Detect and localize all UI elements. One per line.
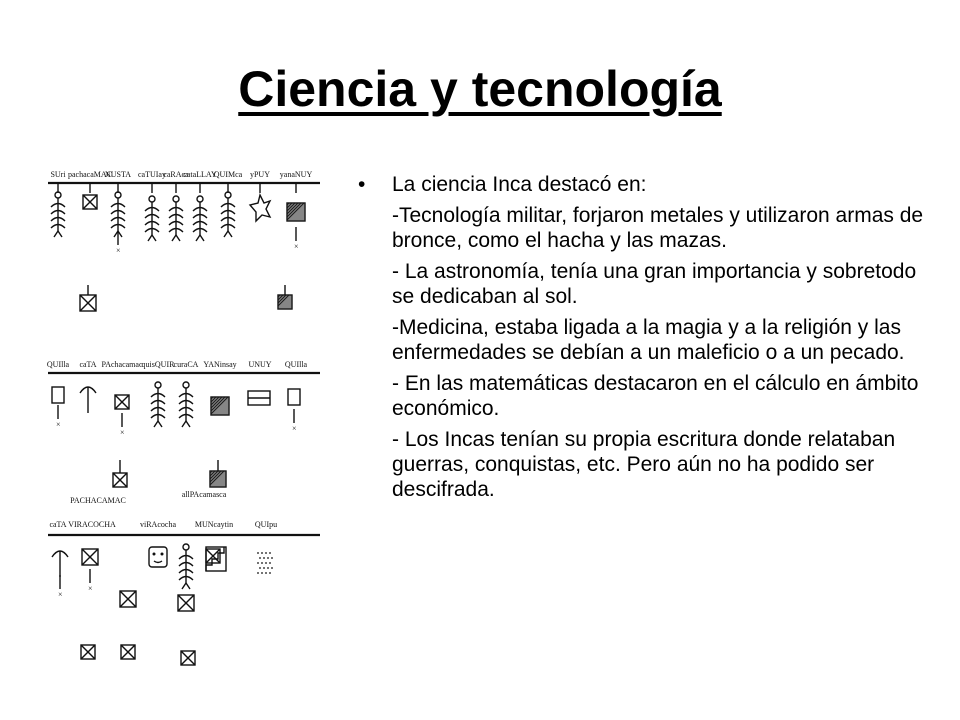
glyph-stroke [172, 235, 180, 241]
glyph-label: caTA [49, 520, 67, 529]
bullet-icon: • [358, 173, 366, 196]
glyph-stroke [154, 421, 162, 427]
glyph-stroke [154, 561, 162, 563]
glyph-label: QUIpu [254, 520, 278, 529]
glyph-label: YANinsay [203, 360, 237, 369]
glyph-stroke [54, 231, 62, 237]
quipu-dot [261, 572, 263, 574]
glyph-stroke [148, 235, 156, 241]
paragraph-mathematics: - En las matemáticas destacaron en el cálculo en ámbito económico. [392, 372, 919, 420]
glyph-label: yPUY [249, 170, 271, 179]
figure-head [183, 544, 189, 550]
content-text [358, 172, 938, 508]
glyph-stroke [206, 547, 224, 571]
open-box-glyph [288, 389, 300, 405]
glyph-fill [210, 471, 226, 487]
glyph-mark: × [116, 246, 121, 255]
quipu-dot [257, 562, 259, 564]
quipu-dot [271, 567, 273, 569]
quipu-dot [261, 562, 263, 564]
glyph-label: caTUIay [138, 170, 166, 179]
glyph-mark: × [120, 428, 125, 437]
glyph-fill [278, 295, 292, 309]
glyph-eye [153, 553, 156, 556]
quipu-dot [259, 557, 261, 559]
glyph-fill [287, 203, 305, 221]
quipu-dot [269, 572, 271, 574]
intro-text: La ciencia Inca destacó en: [392, 173, 647, 196]
quipu-dot [265, 552, 267, 554]
paragraph-writing: - Los Incas tenían su propia escritura donde relataban guerras, conquistas, etc. Pero aún no ha podido ser descifrada. [392, 428, 896, 501]
quipu-dot [265, 572, 267, 574]
glyph-label: pachacaMAC [68, 170, 112, 179]
quipu-dot [267, 557, 269, 559]
quipu-dot [257, 572, 259, 574]
glyph-label: allPAcamasca [181, 490, 227, 499]
quipu-dot [263, 557, 265, 559]
glyph-mark: × [294, 242, 299, 251]
star-glyph [250, 195, 270, 221]
glyph-stroke [182, 421, 190, 427]
quipu-dot [257, 552, 259, 554]
page-title: Ciencia y tecnología [238, 61, 722, 117]
intro-line [358, 172, 938, 197]
glyph-label: QUIMca [213, 170, 243, 179]
open-box-glyph [52, 387, 64, 403]
glyph-label: cataLLAY [183, 170, 217, 179]
figure-head [155, 382, 161, 388]
mask-glyph [149, 547, 167, 567]
glyph-label: NUSTA [104, 170, 132, 179]
inca-writing-figure [28, 155, 323, 705]
quipu-dot [265, 562, 267, 564]
glyph-mark: × [58, 590, 63, 599]
glyph-mark: × [88, 584, 93, 593]
quipu-dot [271, 557, 273, 559]
glyph-label: QUIlla [46, 360, 70, 369]
glyph-label: curaCA [173, 360, 199, 369]
glyph-label: PAchacamac [101, 360, 143, 369]
quipu-dot [261, 552, 263, 554]
glyph-label: QUIlla [284, 360, 308, 369]
glyph-label: PACHACAMAC [70, 496, 126, 505]
quipu-dot [269, 562, 271, 564]
glyph-label: VIRACOCHA [68, 520, 116, 529]
glyph-stroke [224, 231, 232, 237]
glyph-mark: × [292, 424, 297, 433]
glyph-label: viRAcocha [140, 520, 176, 529]
glyph-mark: × [56, 420, 61, 429]
quipu-dot [267, 567, 269, 569]
glyph-label: caTA [79, 360, 97, 369]
glyph-label: SUri [50, 170, 66, 179]
paragraph-medicine: -Medicina, estaba ligada a la magia y a la religión y las enfermedades se debían a un maleficio o a un pecado. [392, 316, 905, 364]
glyph-eye [161, 553, 164, 556]
glyph-label: MUNcaytin [194, 520, 234, 529]
glyph-label: yanaNUY [279, 170, 313, 179]
glyph-label: quisQUIR [141, 360, 175, 369]
tocapu-glyph-chart [28, 155, 323, 705]
paragraph-military: -Tecnología militar, forjaron metales y utilizaron armas de bronce, como el hacha y las mazas. [392, 204, 924, 252]
paragraph-astronomy: - La astronomía, tenía una gran importancia y sobretodo se dedicaban al sol. [392, 260, 917, 308]
figure-head [183, 382, 189, 388]
glyph-stroke [182, 583, 190, 589]
figure-head [197, 196, 203, 202]
glyph-label: caRAca [163, 170, 189, 179]
quipu-dot [259, 567, 261, 569]
quipu-dot [269, 552, 271, 554]
quipu-dot [263, 567, 265, 569]
figure-head [173, 196, 179, 202]
figure-head [149, 196, 155, 202]
glyph-fill [211, 397, 229, 415]
glyph-stroke [196, 235, 204, 241]
glyph-label: UNUY [248, 360, 272, 369]
